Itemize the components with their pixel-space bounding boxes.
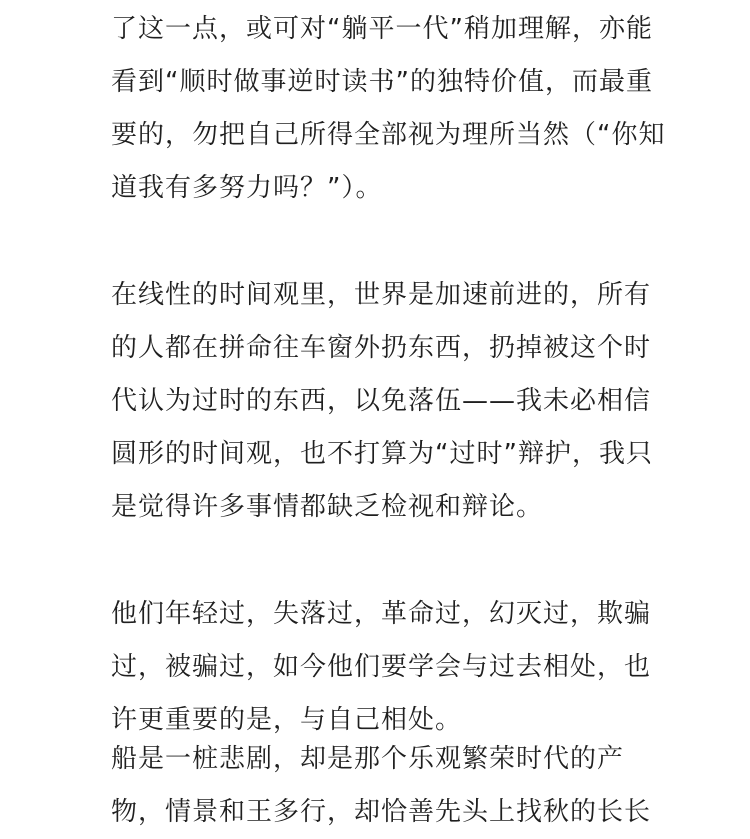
text-line: 要的，勿把自己所得全部视为理所当然（“你知 [111, 120, 666, 150]
text-line: 过，被骗过，如今他们要学会与过去相处，也 [111, 652, 652, 682]
paragraph-3 [111, 588, 652, 747]
text-line: 代认为过时的东西，以免落伍——我未必相信 [111, 386, 652, 416]
text-line: 圆形的时间观，也不打算为“过时”辩护，我只 [111, 439, 653, 469]
text-line: 了这一点，或可对“躺平一代”稍加理解，亦能 [111, 14, 653, 44]
text-line: 的人都在拼命往车窗外扔东西，扔掉被这个时 [111, 333, 652, 363]
text-line: 物，情景和王多行，却恰善先头上找秋的长长 [111, 797, 652, 827]
article-body [111, 0, 666, 747]
text-line: 在线性的时间观里，世界是加速前进的，所有 [111, 280, 652, 310]
paragraph-1 [111, 3, 666, 215]
paragraph-spacer [111, 215, 647, 269]
text-line: 船是一桩悲剧，却是那个乐观繁荣时代的产 [111, 744, 625, 774]
text-line: 看到“顺时做事逆时读书”的独特价值，而最重 [111, 67, 653, 97]
text-line: 许更重要的是，与自己相处。 [111, 705, 463, 735]
paragraph-4-viewport [0, 744, 750, 827]
paragraph-4 [111, 733, 651, 839]
text-line: 道我有多努力吗？”）。 [111, 173, 383, 203]
paragraph-2 [111, 269, 653, 534]
text-line: 他们年轻过，失落过，革命过，幻灭过，欺骗 [111, 599, 652, 629]
text-line: 是觉得许多事情都缺乏检视和辩论。 [111, 492, 544, 522]
paragraph-spacer [111, 534, 647, 588]
